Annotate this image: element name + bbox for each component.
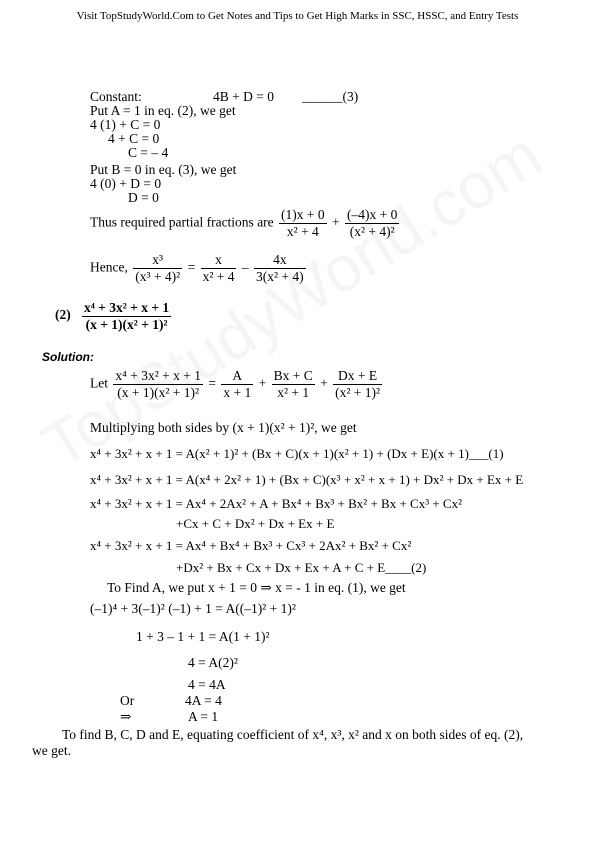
- fraction: [221, 368, 253, 401]
- denominator: x + 1: [223, 385, 252, 400]
- denominator: (x + 1)(x² + 1)²: [117, 385, 200, 400]
- math-line: 4 (0) + D = 0: [90, 176, 162, 191]
- fraction: [113, 368, 203, 401]
- question-number: (2): [55, 307, 71, 322]
- implies-symbol: ⇒: [120, 709, 132, 724]
- equation-continuation: +Dx² + Bx + Cx + Dx + Ex + A + C + E____(2): [176, 560, 427, 575]
- numerator: (–4)x + 0: [347, 207, 398, 222]
- denominator: (x² + 4)²: [349, 224, 395, 239]
- math-line: 4 = 4A: [188, 677, 226, 692]
- numerator: Dx + E: [333, 368, 382, 385]
- numerator: x³: [133, 252, 182, 269]
- denominator: (x³ + 4)²: [135, 269, 181, 284]
- math-line: 1 + 3 – 1 + 1 = A(1 + 1)²: [136, 629, 270, 644]
- fraction: [254, 252, 306, 285]
- operator: =: [187, 259, 196, 275]
- numerator: x⁴ + 3x² + x + 1: [84, 300, 170, 315]
- partial-fractions-result: [90, 207, 401, 240]
- text-line: we get.: [32, 743, 71, 758]
- operator: +: [332, 214, 340, 230]
- text-line: Or: [120, 693, 135, 708]
- equation-continuation: +Cx + C + Dx² + Dx + Ex + E: [176, 516, 335, 531]
- numerator: 4x: [254, 252, 306, 269]
- let-equation: [90, 368, 384, 401]
- operator: –: [241, 259, 249, 275]
- math-line: 4 + C = 0: [108, 131, 160, 146]
- math-line: (–1)⁴ + 3(–1)² (–1) + 1 = A((–1)² + 1)²: [90, 601, 296, 616]
- operator: =: [208, 375, 216, 391]
- text-line: To find B, C, D and E, equating coefficient of x⁴, x³, x² and x on both sides of eq. (2),: [62, 727, 524, 742]
- operator: +: [320, 375, 328, 391]
- math-line: D = 0: [128, 190, 159, 205]
- equation-expanded: x⁴ + 3x² + x + 1 = A(x⁴ + 2x² + 1) + (Bx + C)(x³ + x² + x + 1) + Dx² + Dx + Ex + E: [90, 472, 524, 487]
- denominator: (x² + 1)²: [335, 385, 381, 400]
- constant-equation: 4B + D = 0: [213, 89, 274, 104]
- text-line: Multiplying both sides by (x + 1)(x² + 1)², we get: [90, 420, 357, 435]
- math-line: 4 = A(2)²: [188, 655, 238, 670]
- math-line: 4 (1) + C = 0: [90, 117, 161, 132]
- text-line: Put B = 0 in eq. (3), we get: [90, 162, 237, 177]
- fraction: [133, 252, 182, 285]
- denominator: 3(x² + 4): [255, 269, 304, 284]
- text-line: To Find A, we put x + 1 = 0 ⇒ x = - 1 in eq. (1), we get: [107, 580, 406, 595]
- fraction: [279, 207, 327, 240]
- math-line: A = 1: [188, 709, 219, 724]
- numerator: (1)x + 0: [281, 207, 325, 222]
- fraction: [201, 252, 237, 285]
- text-line: Hence,: [90, 259, 128, 275]
- denominator: (x + 1)(x² + 1)²: [85, 317, 168, 332]
- hence-result: [90, 252, 308, 285]
- numerator: x: [201, 252, 237, 269]
- fraction: [345, 207, 399, 240]
- numerator: x⁴ + 3x² + x + 1: [115, 368, 201, 383]
- solution-heading: Solution:: [42, 350, 94, 364]
- numerator: A: [221, 368, 253, 385]
- denominator: x² + 1: [277, 385, 310, 400]
- operator: +: [258, 375, 267, 391]
- math-line: 4A = 4: [185, 693, 222, 708]
- numerator: Bx + C: [273, 368, 313, 383]
- fraction: [82, 300, 171, 333]
- equation-1: x⁴ + 3x² + x + 1 = A(x² + 1)² + (Bx + C)(x + 1)(x² + 1) + (Dx + E)(x + 1)___(1): [90, 446, 504, 461]
- fraction: [272, 368, 315, 401]
- equation-2: x⁴ + 3x² + x + 1 = Ax⁴ + Bx⁴ + Bx³ + Cx³ + 2Ax² + Bx² + Cx²: [90, 538, 412, 553]
- text-line: Let: [90, 375, 108, 391]
- constant-label: Constant:: [90, 89, 142, 104]
- fraction: [333, 368, 382, 401]
- constant-ref: ______(3): [302, 89, 359, 104]
- text-line: Thus required partial fractions are: [90, 214, 274, 230]
- denominator: x² + 4: [202, 269, 235, 284]
- text-line: Put A = 1 in eq. (2), we get: [90, 103, 236, 118]
- question-expression: [80, 300, 173, 333]
- equation-expanded: x⁴ + 3x² + x + 1 = Ax⁴ + 2Ax² + A + Bx⁴ + Bx³ + Bx² + Bx + Cx³ + Cx²: [90, 496, 462, 511]
- denominator: x² + 4: [286, 224, 319, 239]
- page-header: Visit TopStudyWorld.Com to Get Notes and Tips to Get High Marks in SSC, HSSC, and Entry Tests: [76, 10, 519, 22]
- math-line: C = – 4: [128, 145, 169, 160]
